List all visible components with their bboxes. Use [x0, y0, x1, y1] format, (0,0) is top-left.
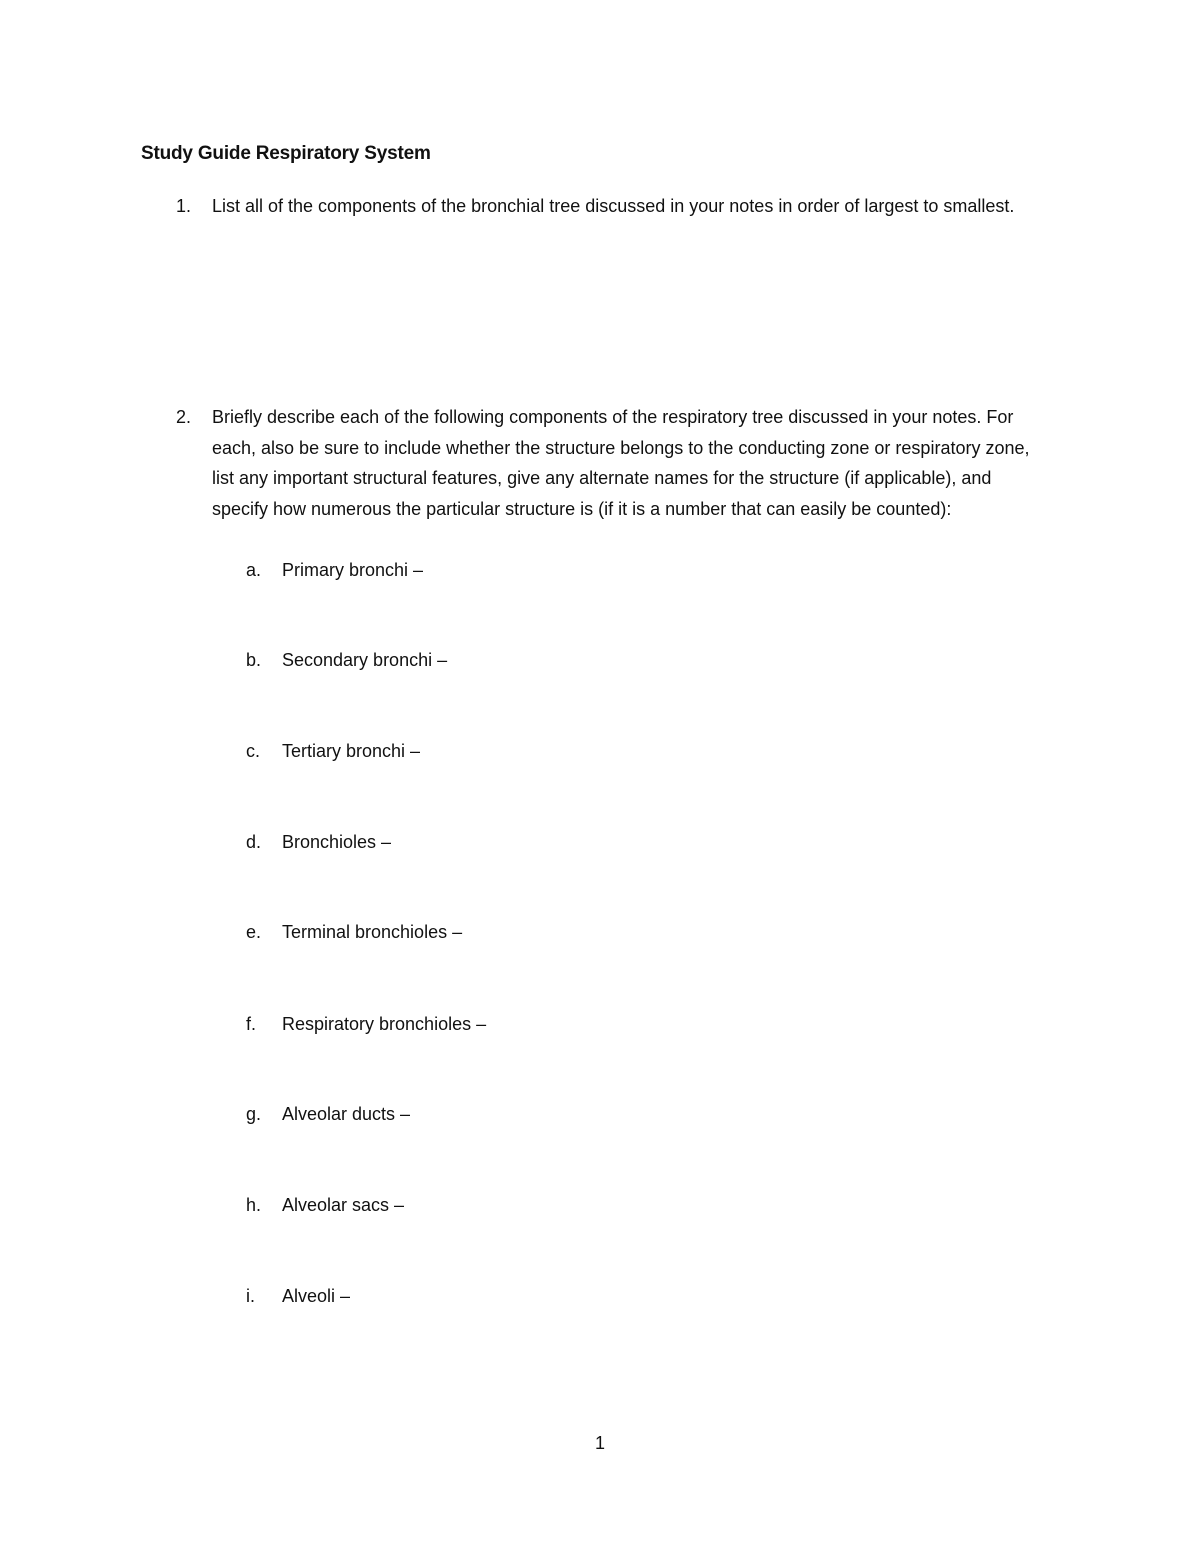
item-letter: d. — [246, 832, 262, 852]
item-letter: b. — [246, 650, 262, 670]
item-letter: a. — [246, 560, 262, 580]
item-letter: e. — [246, 922, 262, 942]
item-letter: h. — [246, 1195, 262, 1215]
item-label: Respiratory bronchioles – — [282, 1014, 487, 1034]
question-1 — [141, 191, 1051, 222]
list-item — [246, 827, 391, 857]
list-item — [246, 1099, 410, 1129]
item-label: Secondary bronchi – — [282, 650, 448, 670]
question-2 — [141, 402, 1051, 524]
item-label: Alveolar sacs – — [282, 1195, 405, 1215]
item-label: Bronchioles – — [282, 832, 392, 852]
question-text: List all of the components of the bronchial tree discussed in your notes in order of largest to smallest. — [212, 196, 1015, 216]
item-label: Tertiary bronchi – — [282, 741, 421, 761]
list-item — [246, 645, 447, 675]
question-number: 2. — [176, 407, 192, 427]
item-letter: i. — [246, 1286, 255, 1306]
page-number: 1 — [594, 1433, 605, 1453]
question-number: 1. — [176, 196, 192, 216]
list-item — [246, 1190, 404, 1220]
list-item — [246, 1009, 486, 1039]
question-text: Briefly describe each of the following components of the respiratory tree discussed in your notes. For each, also be sure to include whether the structure belongs to the conducting zone or respiratory zone, list any important structural features, give any alternate names for the structure (if applicable), and specify how numerous the particular structure is (if it is a number that can easily be counted): — [212, 407, 1030, 519]
item-label: Alveolar ducts – — [282, 1104, 411, 1124]
document-title: Study Guide Respiratory System — [141, 143, 431, 164]
item-label: Alveoli – — [282, 1286, 351, 1306]
item-letter: c. — [246, 741, 261, 761]
item-letter: f. — [246, 1014, 257, 1034]
item-letter: g. — [246, 1104, 262, 1124]
list-item — [246, 917, 462, 947]
list-item — [246, 555, 423, 585]
item-label: Primary bronchi – — [282, 560, 424, 580]
item-label: Terminal bronchioles – — [282, 922, 463, 942]
list-item — [246, 1281, 350, 1311]
list-item — [246, 736, 420, 766]
